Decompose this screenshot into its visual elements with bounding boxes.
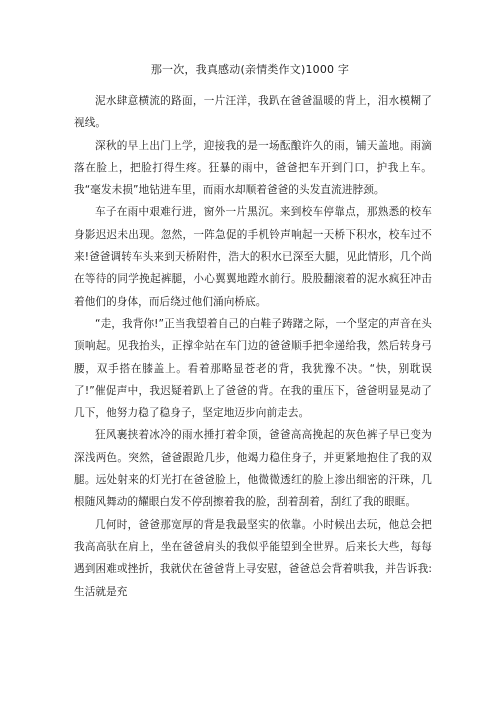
- paragraph-5: 狂风裹挟着冰冷的雨水捶打着伞顶，爸爸高高挽起的灰色裤子早已变为深浅两色。突然，爸爸跟跄几步，他竭力稳住身子，并更紧地抱住了我的双腿。远处射来的灯光打在爸爸脸上，他微微透红的脸上渗出细密的汗珠，几根随风舞动的耀眼白发不停刮擦着我的脸，刮着刮着，刮红了我的眼眶。: [74, 429, 432, 509]
- paragraph-1: 泥水肆意横流的路面，一片汪洋，我趴在爸爸温暖的背上，泪水模糊了视线。: [74, 95, 432, 130]
- document-body: [74, 90, 432, 603]
- paragraph-3: 车子在雨中艰难行进，窗外一片黑沉。来到校车停靠点，那熟悉的校车身影迟迟未出现。忽然，一阵急促的手机铃声响起一天桥下积水，校车过不来!爸爸调转车头来到天桥附件，浩大的积水已深至大腿，见此情形，几个尚在等待的同学挽起裤腿，小心翼翼地蹚水前行。股股翻滚着的泥水疯狂冲击着他们的身体，而后绕过他们涌向桥底。: [74, 206, 432, 308]
- document-title: 那一次，我真感动(亲情类作文)1000 字: [150, 63, 350, 76]
- paragraph-6: 几何时，爸爸那宽厚的背是我最坚实的依靠。小时候出去玩，他总会把我高高驮在肩上，坐在爸爸肩头的我似乎能望到全世界。后来长大些，每每遇到困难或挫折，我就伏在爸爸背上寻安慰，爸爸总会背着哄我，并告诉我:生活就是充: [74, 518, 432, 598]
- paragraph-4: “走，我背你!”正当我望着自己的白鞋子踌躇之际，一个坚定的声音在头顶响起。见我抬头，正撑伞站在车门边的爸爸顺手把伞递给我，然后转身弓腰，双手搭在膝盖上。看着那略显苍老的背，我犹豫不决。“快，别耽误了!”催促声中，我迟疑着趴上了爸爸的背。在我的重压下，爸爸明显晃动了几下，他努力稳了稳身子，坚定地迈步向前走去。: [74, 317, 432, 420]
- paragraph-2: 深秋的早上出门上学，迎接我的是一场酝酿许久的雨，铺天盖地。雨滴落在脸上，把脸打得生疼。狂暴的雨中，爸爸把车开到门口，护我上车。我“毫发未损”地钻进车里，而雨水却顺着爸爸的头发直流进脖颈。: [74, 139, 432, 197]
